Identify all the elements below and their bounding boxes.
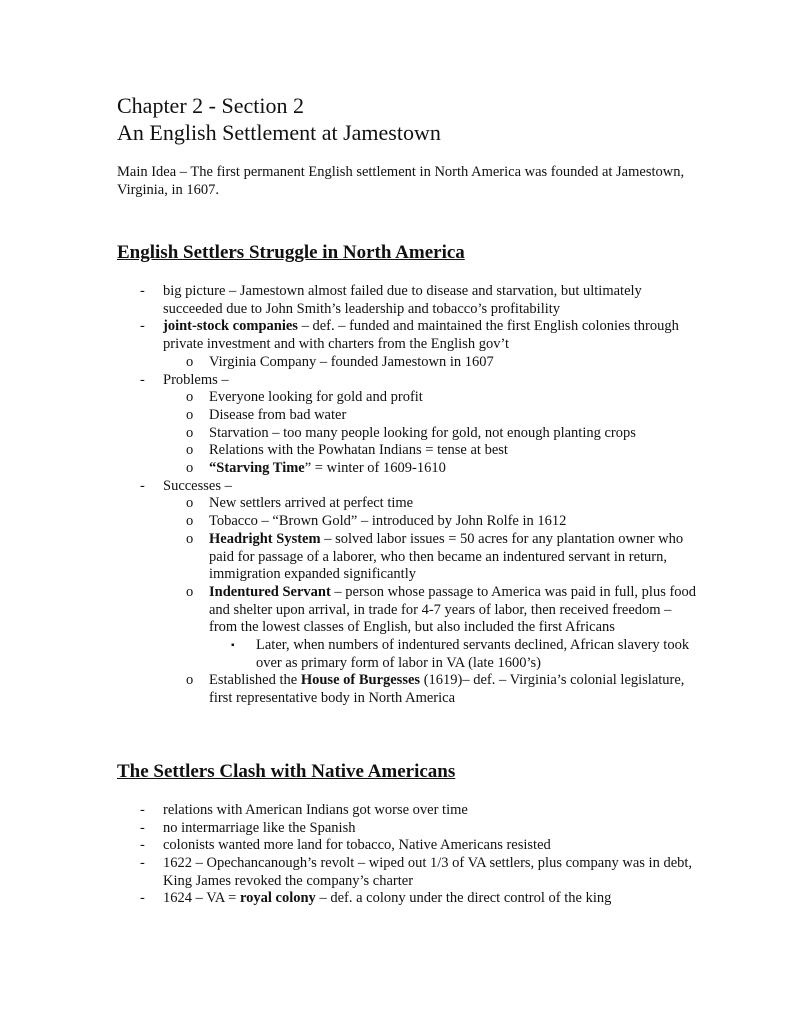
- list-subitem: [117, 513, 697, 531]
- problem-text: Disease from bad water: [209, 406, 347, 423]
- headright-term: Headright System: [209, 530, 321, 547]
- headright-definition: – solved labor issues = 50 acres for any plantation owner who paid for passage of a laborer, who then became an indentured servant in return, immigration expanded significantly: [209, 530, 684, 583]
- list-item: [117, 837, 697, 855]
- circle-marker: o: [186, 353, 194, 370]
- list-subsubitem: [117, 637, 697, 672]
- square-bullet-marker: ▪: [231, 640, 235, 652]
- clash-item-text: 1622 – Opechancanough’s revolt – wiped out 1/3 of VA settlers, plus company was in debt, King James revoked the company’s charter: [163, 854, 693, 889]
- success-text: New settlers arrived at perfect time: [209, 495, 414, 512]
- royal-colony-term: royal colony: [239, 890, 316, 907]
- dash-marker: -: [140, 371, 145, 388]
- list-subitem: [117, 425, 697, 443]
- dash-marker: -: [140, 854, 145, 871]
- joint-stock-definition: – def. – funded and maintained the first English colonies through private investment and with charters from the English gov’t: [163, 318, 679, 353]
- circle-marker: o: [186, 389, 194, 406]
- main-idea: Main Idea – The first permanent English settlement in North America was founded at Jamestown, Virginia, in 1607.: [117, 164, 685, 198]
- starving-time-text: ” = winter of 1609-1610: [304, 460, 446, 477]
- house-of-burgesses-term: House of Burgesses: [300, 672, 421, 689]
- circle-marker: o: [186, 460, 194, 477]
- problems-label: Problems –: [163, 371, 229, 388]
- indentured-definition: – person whose passage to America was paid in full, plus food and shelter upon arrival, in trade for 4-7 years of labor, then received freedom – from the lowest classes of English, but also included the first Africans: [209, 583, 697, 636]
- list-item: [117, 802, 697, 820]
- list-item: [117, 820, 697, 838]
- list-subitem: [117, 354, 697, 372]
- dash-marker: -: [140, 890, 145, 907]
- page-title: [117, 92, 697, 146]
- list-subitem: [117, 407, 697, 425]
- list-item: [117, 283, 697, 318]
- section-heading-settlers-struggle: English Settlers Struggle in North America: [117, 242, 465, 263]
- title-line-1: Chapter 2 - Section 2: [117, 93, 304, 118]
- problem-text: Starvation – too many people looking for gold, not enough planting crops: [209, 424, 636, 441]
- virginia-company-text: Virginia Company – founded Jamestown in 1607: [209, 353, 494, 370]
- circle-marker: o: [186, 406, 194, 423]
- royal-colony-definition: – def. a colony under the direct control of the king: [315, 890, 612, 907]
- clash-item-text: relations with American Indians got worse over time: [163, 801, 468, 818]
- section-settlers-clash-list: [117, 802, 697, 908]
- list-subitem: [117, 442, 697, 460]
- dash-marker: -: [140, 837, 145, 854]
- list-subitem: [117, 389, 697, 407]
- indentured-term: Indentured Servant: [209, 583, 331, 600]
- circle-marker: o: [186, 442, 194, 459]
- joint-stock-term: joint-stock companies: [163, 318, 298, 335]
- success-text: Tobacco – “Brown Gold” – introduced by John Rolfe in 1612: [209, 513, 567, 530]
- circle-marker: o: [186, 513, 194, 530]
- list-subitem: [117, 460, 697, 478]
- slavery-note-text: Later, when numbers of indentured servants declined, African slavery took over as primary form of labor in VA (late 1600’s): [256, 637, 690, 671]
- section-settlers-struggle-list: [117, 283, 697, 708]
- problem-text: Relations with the Powhatan Indians = tense at best: [209, 442, 508, 459]
- dash-marker: -: [140, 318, 145, 335]
- dash-marker: -: [140, 477, 145, 494]
- successes-label: Successes –: [163, 477, 232, 494]
- burgesses-prefix: Established the: [209, 672, 301, 689]
- royal-colony-prefix: 1624 – VA =: [163, 890, 240, 907]
- document-page: [117, 92, 697, 908]
- list-subitem: [117, 672, 697, 707]
- list-subitem: [117, 495, 697, 513]
- dash-marker: -: [140, 801, 145, 818]
- circle-marker: o: [186, 530, 194, 547]
- circle-marker: o: [186, 672, 194, 689]
- title-line-2: An English Settlement at Jamestown: [117, 120, 441, 145]
- clash-item-text: no intermarriage like the Spanish: [163, 819, 356, 836]
- dash-marker: -: [140, 283, 145, 299]
- list-item: [117, 318, 697, 353]
- list-subitem: [117, 531, 697, 584]
- list-item: [117, 372, 697, 390]
- circle-marker: o: [186, 424, 194, 441]
- list-item: [117, 855, 697, 890]
- list-item: [117, 890, 697, 908]
- dash-marker: -: [140, 819, 145, 836]
- section-heading-settlers-clash: The Settlers Clash with Native Americans: [117, 760, 456, 782]
- burgesses-definition: (1619)– def. – Virginia’s colonial legislature, first representative body in North America: [209, 672, 685, 707]
- clash-item-text: colonists wanted more land for tobacco, Native Americans resisted: [163, 837, 551, 854]
- list-item: [117, 478, 697, 496]
- circle-marker: o: [186, 495, 194, 512]
- list-subitem: [117, 584, 697, 637]
- problem-text: Everyone looking for gold and profit: [209, 389, 423, 406]
- big-picture-text: big picture – Jamestown almost failed due to disease and starvation, but ultimately succeeded due to John Smith’s leadership and tobacco’s profitability: [163, 283, 642, 317]
- starving-time-term: “Starving Time: [209, 460, 305, 477]
- circle-marker: o: [186, 583, 194, 600]
